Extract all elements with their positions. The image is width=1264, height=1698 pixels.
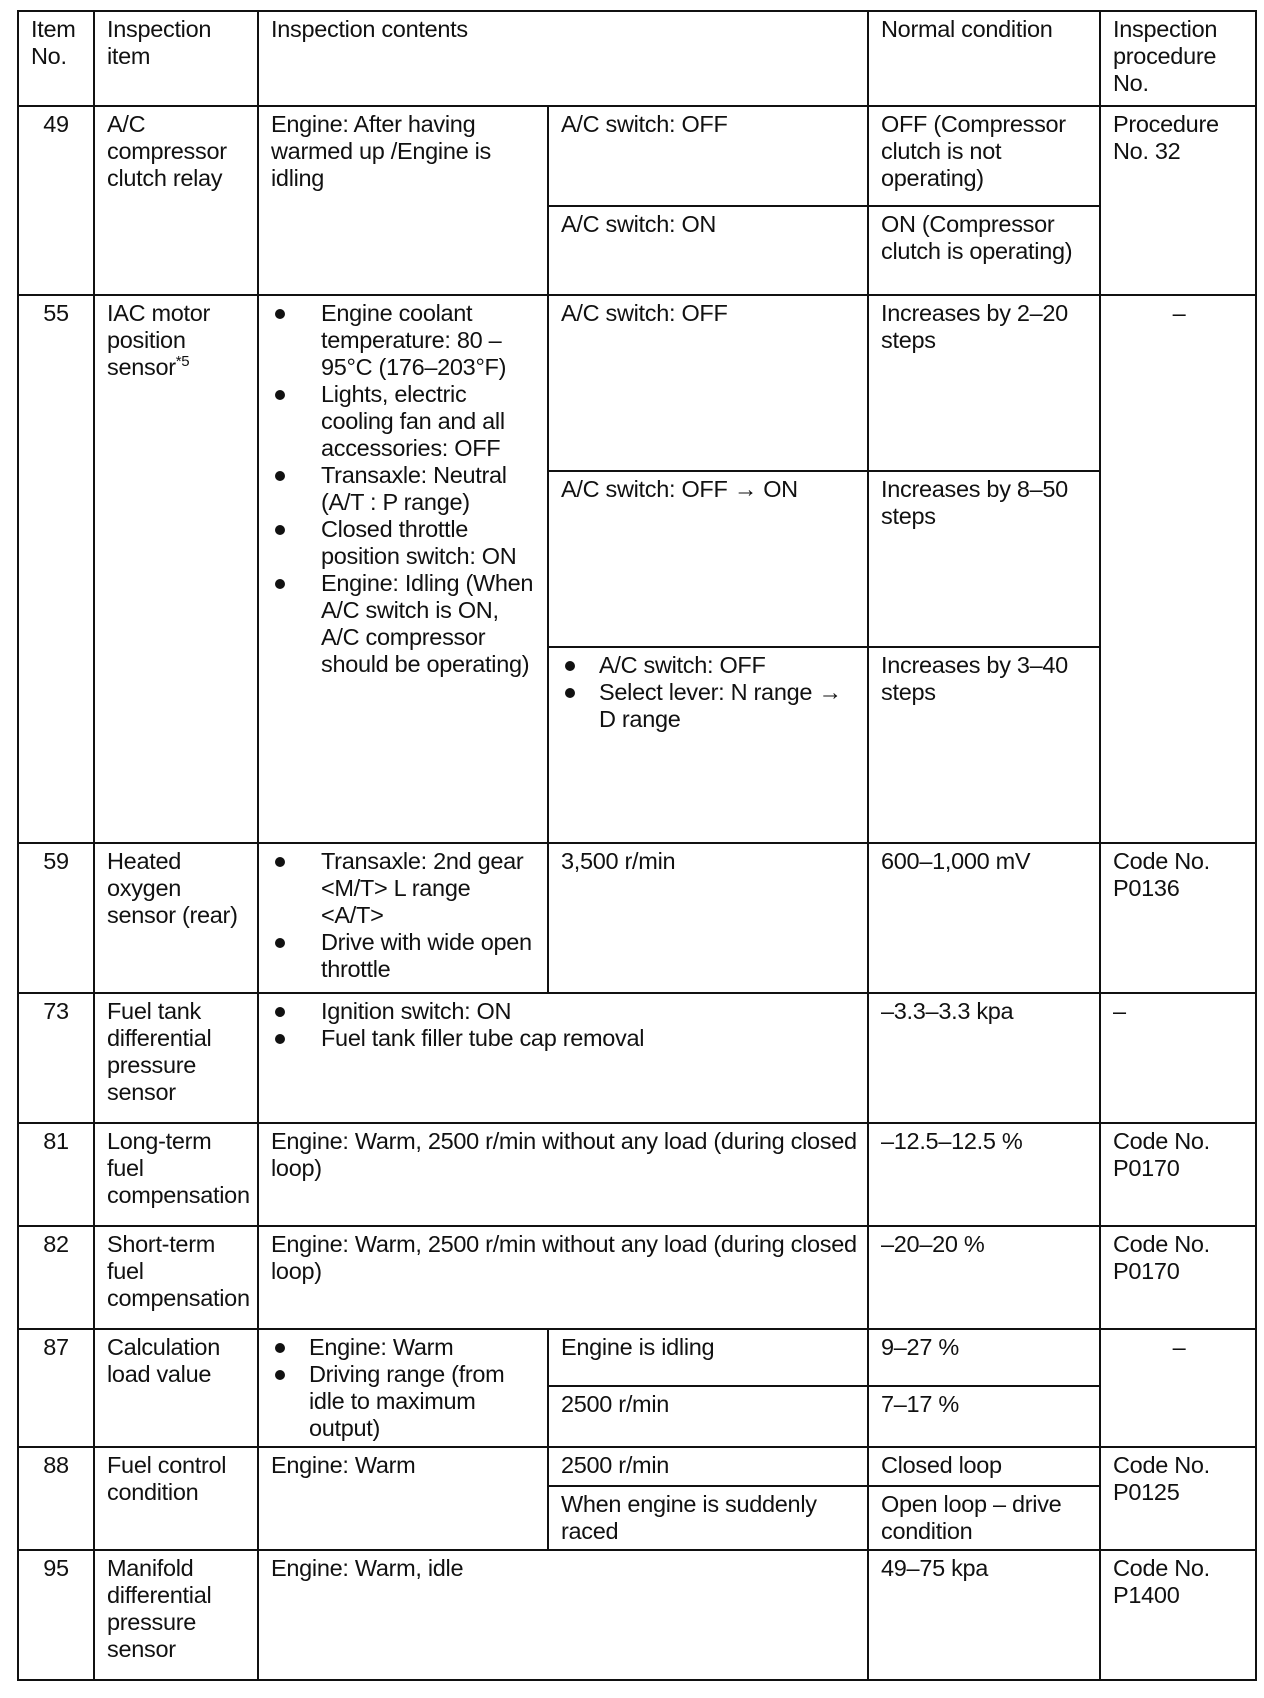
normal-condition: Open loop – drive condition bbox=[868, 1486, 1100, 1550]
table-row bbox=[18, 295, 1256, 471]
state-bullet: Select lever: N range → D range bbox=[561, 679, 857, 733]
header-inspection-item: Inspection item bbox=[94, 11, 258, 106]
normal-condition: –3.3–3.3 kpa bbox=[868, 993, 1100, 1123]
inspection-item: Fuel tank differential pressure sensor bbox=[94, 993, 258, 1123]
header-item-no: Item No. bbox=[18, 11, 94, 106]
item-no: 59 bbox=[18, 843, 94, 993]
procedure-no: – bbox=[1100, 993, 1256, 1123]
inspection-state: A/C switch: OFF bbox=[548, 106, 868, 206]
inspection-conditions bbox=[258, 993, 868, 1123]
normal-condition: –20–20 % bbox=[868, 1226, 1100, 1329]
table-row bbox=[18, 106, 1256, 206]
procedure-no: Code No. P0136 bbox=[1100, 843, 1256, 993]
header-procedure-no: Inspection procedure No. bbox=[1100, 11, 1256, 106]
table-row bbox=[18, 1226, 1256, 1329]
table-row bbox=[18, 993, 1256, 1123]
inspection-item: Fuel control condition bbox=[94, 1447, 258, 1550]
procedure-no: Code No. P1400 bbox=[1100, 1550, 1256, 1680]
inspection-conditions bbox=[258, 1329, 548, 1447]
condition-bullet: Closed throttle position switch: ON bbox=[271, 516, 537, 570]
inspection-state: When engine is suddenly raced bbox=[548, 1486, 868, 1550]
item-no: 81 bbox=[18, 1123, 94, 1226]
inspection-conditions bbox=[258, 843, 548, 993]
item-no: 95 bbox=[18, 1550, 94, 1680]
condition-list bbox=[271, 998, 857, 1052]
normal-condition: Increases by 8–50 steps bbox=[868, 471, 1100, 647]
normal-condition: –12.5–12.5 % bbox=[868, 1123, 1100, 1226]
inspection-item: A/C compressor clutch relay bbox=[94, 106, 258, 295]
procedure-no: Code No. P0170 bbox=[1100, 1226, 1256, 1329]
normal-condition: 9–27 % bbox=[868, 1329, 1100, 1386]
item-no: 87 bbox=[18, 1329, 94, 1447]
condition-list bbox=[271, 848, 537, 983]
table-row bbox=[18, 1447, 1256, 1486]
inspection-state: 2500 r/min bbox=[548, 1447, 868, 1486]
header-normal-condition: Normal condition bbox=[868, 11, 1100, 106]
inspection-item: Short-term fuel compensation bbox=[94, 1226, 258, 1329]
condition-bullet: Transaxle: 2nd gear <M/T> L range <A/T> bbox=[271, 848, 537, 929]
inspection-state: A/C switch: OFF → ON bbox=[548, 471, 868, 647]
state-bullet: A/C switch: OFF bbox=[561, 652, 857, 679]
table-row bbox=[18, 1329, 1256, 1386]
inspection-state: Engine is idling bbox=[548, 1329, 868, 1386]
condition-bullet: Engine: Warm bbox=[271, 1334, 537, 1361]
inspection-condition: Engine: Warm, 2500 r/min without any load (during closed loop) bbox=[258, 1226, 868, 1329]
inspection-item: Heated oxygen sensor (rear) bbox=[94, 843, 258, 993]
header-row bbox=[18, 11, 1256, 106]
item-no: 88 bbox=[18, 1447, 94, 1550]
table-row bbox=[18, 1550, 1256, 1680]
normal-condition: ON (Compressor clutch is operating) bbox=[868, 206, 1100, 295]
condition-list bbox=[271, 300, 537, 678]
item-no: 82 bbox=[18, 1226, 94, 1329]
table-row bbox=[18, 843, 1256, 993]
procedure-no: Procedure No. 32 bbox=[1100, 106, 1256, 295]
procedure-no: – bbox=[1100, 1329, 1256, 1447]
normal-condition: Closed loop bbox=[868, 1447, 1100, 1486]
inspection-condition: Engine: Warm, 2500 r/min without any load (during closed loop) bbox=[258, 1123, 868, 1226]
inspection-item: Long-term fuel compensation bbox=[94, 1123, 258, 1226]
condition-bullet: Ignition switch: ON bbox=[271, 998, 857, 1025]
inspection-item: Manifold differential pressure sensor bbox=[94, 1550, 258, 1680]
condition-bullet: Driving range (from idle to maximum output) bbox=[271, 1361, 537, 1442]
inspection-condition: Engine: Warm, idle bbox=[258, 1550, 868, 1680]
header-inspection-contents: Inspection contents bbox=[258, 11, 868, 106]
procedure-no: – bbox=[1100, 295, 1256, 843]
inspection-state bbox=[548, 647, 868, 843]
item-no: 55 bbox=[18, 295, 94, 843]
condition-bullet: Fuel tank filler tube cap removal bbox=[271, 1025, 857, 1052]
inspection-item bbox=[94, 295, 258, 843]
inspection-state: 3,500 r/min bbox=[548, 843, 868, 993]
inspection-item: Calculation load value bbox=[94, 1329, 258, 1447]
procedure-no: Code No. P0125 bbox=[1100, 1447, 1256, 1550]
normal-condition: 600–1,000 mV bbox=[868, 843, 1100, 993]
normal-condition: 49–75 kpa bbox=[868, 1550, 1100, 1680]
condition-list bbox=[271, 1334, 537, 1442]
normal-condition: Increases by 2–20 steps bbox=[868, 295, 1100, 471]
inspection-condition: Engine: After having warmed up /Engine is idling bbox=[258, 106, 548, 295]
inspection-conditions bbox=[258, 295, 548, 843]
condition-bullet: Engine: Idling (When A/C switch is ON, A/C compressor should be operating) bbox=[271, 570, 537, 678]
normal-condition: 7–17 % bbox=[868, 1386, 1100, 1447]
item-name: IAC motor position sensor bbox=[107, 300, 211, 380]
inspection-state: A/C switch: OFF bbox=[548, 295, 868, 471]
item-no: 73 bbox=[18, 993, 94, 1123]
procedure-no: Code No. P0170 bbox=[1100, 1123, 1256, 1226]
inspection-condition: Engine: Warm bbox=[258, 1447, 548, 1550]
condition-bullet: Engine coolant temperature: 80 – 95°C (176–203°F) bbox=[271, 300, 537, 381]
condition-bullet: Drive with wide open throttle bbox=[271, 929, 537, 983]
inspection-state: 2500 r/min bbox=[548, 1386, 868, 1447]
condition-bullet: Transaxle: Neutral (A/T : P range) bbox=[271, 462, 537, 516]
footnote-mark: *5 bbox=[175, 353, 190, 371]
state-list bbox=[561, 652, 857, 733]
inspection-state: A/C switch: ON bbox=[548, 206, 868, 295]
item-no: 49 bbox=[18, 106, 94, 295]
condition-bullet: Lights, electric cooling fan and all accessories: OFF bbox=[271, 381, 537, 462]
inspection-page bbox=[17, 10, 1262, 1681]
normal-condition: Increases by 3–40 steps bbox=[868, 647, 1100, 843]
inspection-table bbox=[17, 10, 1257, 1681]
normal-condition: OFF (Compressor clutch is not operating) bbox=[868, 106, 1100, 206]
table-row bbox=[18, 1123, 1256, 1226]
